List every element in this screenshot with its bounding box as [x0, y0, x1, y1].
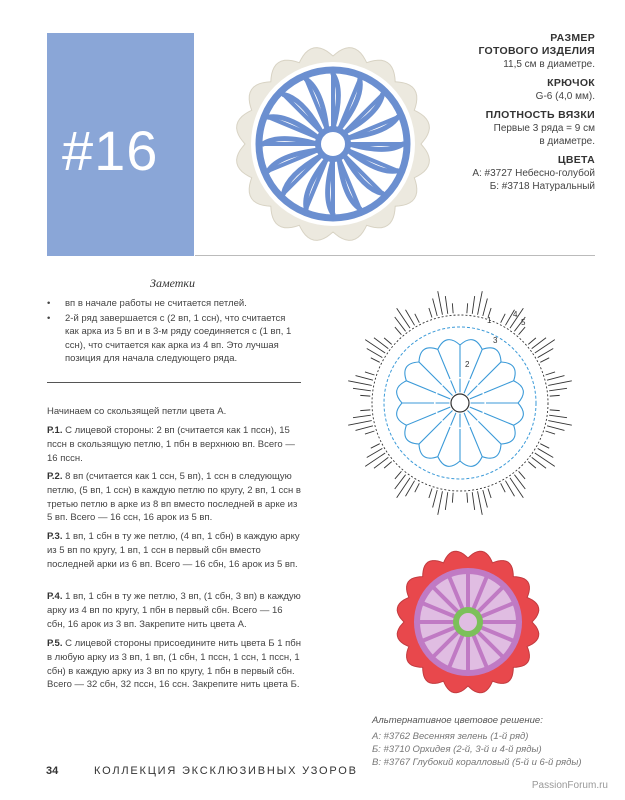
- notes-list: [47, 297, 297, 367]
- round-1-stitch: [443, 411, 452, 420]
- round-5-stitch: [510, 478, 523, 498]
- round-5-stitch: [528, 462, 536, 469]
- row-label: Р.5.: [47, 638, 63, 649]
- row-label: Р.3.: [47, 531, 63, 542]
- notes-title: Заметки: [150, 276, 196, 290]
- round-5-stitch: [356, 376, 373, 381]
- round-5-stitch: [548, 421, 572, 426]
- round-5-stitch: [535, 340, 555, 353]
- alt-colors-title: Альтернативное цветовое решение:: [372, 715, 543, 726]
- round-1-stitch: [464, 381, 469, 393]
- gauge-value-1: Первые 3 ряда = 9 см: [493, 123, 595, 134]
- round-5-stitch: [528, 338, 536, 345]
- round-2-arch: [478, 421, 501, 458]
- page-number: 34: [46, 765, 59, 777]
- row-text: 8 вп (считается как 1 ссн, 5 вп), 1 ссн в следующую петлю, (5 вп, 1 ссн) в каждую петлю по кругу, 2 вп, 1 ссн в третью петлю в арке из 8 вп вместо последней в арке из 5 вп. Всего — 16 ссн, 16 арок из 5 вп.: [47, 471, 301, 524]
- color-a: А: #3727 Небесно-голубой: [472, 168, 595, 179]
- round-1-stitch: [468, 411, 477, 420]
- round-5-stitch: [360, 410, 370, 411]
- alt-color-line: А: #3762 Весенняя зелень (1-й ряд): [372, 731, 529, 742]
- note-item: • вп в начале работы не считается петлей.: [47, 297, 297, 311]
- diagram-label-5: 5: [521, 318, 526, 327]
- round-5-stitch: [546, 372, 556, 375]
- round-5-stitch: [365, 372, 375, 375]
- round-1-stitch: [438, 394, 450, 399]
- diagram-label-2: 2: [465, 360, 470, 369]
- round-2-arch: [460, 427, 482, 466]
- row-label: Р.2.: [47, 471, 63, 482]
- row-2-instruction: [47, 470, 302, 525]
- doily-photo-blue: [228, 30, 438, 260]
- row-text: С лицевой стороны: 2 вп (считается как 1 пссн), 15 пссн в скользящую петлю, 1 пбн в верхнюю вп. Всего — 16 пссн.: [47, 425, 295, 464]
- note-item: • 2-й ряд завершается с (2 вп, 1 ссн), что считается как арка из 5 вп и в 3-м ряду соединяется с (1 вп, 1 ссн), что считается как арка из 4 вп. Это лучшая позиция для начала следующего ряда.: [47, 312, 297, 366]
- round-5-stitch: [472, 296, 474, 314]
- notes-divider: [47, 382, 301, 383]
- round-5-stitch: [483, 299, 488, 316]
- round-2-arch: [478, 362, 515, 385]
- instructions-intro: Начинаем со скользящей петли цвета А.: [47, 406, 227, 417]
- round-5-stitch: [550, 395, 560, 396]
- colors-heading: ЦВЕТА: [557, 154, 595, 166]
- round-5-stitch: [429, 489, 432, 499]
- round-5-stitch: [371, 358, 380, 363]
- round-5-stitch: [415, 314, 420, 323]
- round-4-chain: [372, 315, 548, 491]
- pattern-number: #16: [62, 119, 159, 182]
- watermark: PassionForum.ru: [531, 780, 608, 791]
- size-value: 11,5 см в диаметре.: [503, 59, 595, 70]
- doily-photo-alternative: [393, 540, 543, 705]
- round-5-stitch: [535, 453, 555, 466]
- round-5-stitch: [360, 395, 370, 396]
- round-5-stitch: [501, 483, 506, 492]
- size-heading: РАЗМЕР: [550, 32, 595, 44]
- round-2-arch: [484, 381, 523, 403]
- round-5-stitch: [438, 291, 443, 315]
- row-1-instruction: [47, 424, 302, 465]
- round-1-stitch: [464, 413, 469, 425]
- crochet-diagram: [335, 283, 585, 523]
- round-5-stitch: [415, 483, 420, 492]
- round-1-stitch: [470, 394, 482, 399]
- round-5-stitch: [540, 444, 549, 449]
- gauge-value-2: в диаметре.: [539, 136, 595, 147]
- hook-heading: КРЮЧОК: [547, 77, 595, 89]
- row-text: 1 вп, 1 сбн в ту же петлю, (4 вп, 1 сбн) в каждую арку из 5 вп по кругу, 1 вп, 1 ссн в первый сбн вместо последней арки из 6 вп. Всего — 16 сбн, 16 арок из 5 вп.: [47, 531, 300, 570]
- round-2-arch: [405, 421, 442, 444]
- row-text: С лицевой стороны присоедините нить цвета Б 1 пбн в любую арку из 3 вп, 1 вп, (1 сбн, 1 пссн, 1 ссн, 1 пссн, 1 сбн) в каждую арку из 3 вп по кругу, 1 пбн в первый сбн. Всего — 32 сбн, 32 пссн, 16 ссн. Закрепите нить цвета Б.: [47, 638, 301, 691]
- round-5-stitch: [550, 410, 560, 411]
- round-2-arch: [484, 413, 515, 444]
- round-5-stitch: [356, 426, 373, 431]
- round-5-stitch: [519, 327, 526, 335]
- book-title: КОЛЛЕКЦИЯ ЭКСКЛЮЗИВНЫХ УЗОРОВ: [94, 765, 358, 777]
- round-2-arch: [419, 348, 442, 385]
- round-5-stitch: [365, 431, 375, 434]
- round-5-stitch: [467, 303, 468, 313]
- round-5-stitch: [353, 415, 371, 417]
- diagram-label-1: 1: [487, 316, 492, 325]
- round-5-stitch: [365, 340, 385, 353]
- round-2-arch: [470, 348, 501, 379]
- round-2-arch: [438, 340, 460, 379]
- row-label: Р.1.: [47, 425, 63, 436]
- specs-block: [472, 32, 595, 193]
- alt-color-line: В: #3767 Глубокий коралловый (5-й и 6-й ряды): [372, 757, 582, 768]
- round-5-stitch: [397, 308, 410, 328]
- row-4-instruction: [47, 590, 302, 631]
- round-5-stitch: [519, 471, 526, 479]
- round-5-stitch: [433, 490, 438, 507]
- round-5-stitch: [467, 493, 468, 503]
- diagram-label-4: 4: [513, 310, 518, 319]
- round-5-stitch: [445, 296, 447, 314]
- round-5-stitch: [395, 471, 402, 479]
- round-5-stitch: [452, 303, 453, 313]
- diagram-label-3: 3: [493, 336, 498, 345]
- gauge-heading: ПЛОТНОСТЬ ВЯЗКИ: [485, 109, 595, 121]
- row-label: Р.4.: [47, 591, 63, 602]
- round-5-stitch: [548, 381, 572, 386]
- round-5-stitch: [438, 491, 443, 515]
- alt-color-line: Б: #3710 Орхидея (2-й, 3-й и 4-й ряды): [372, 744, 542, 755]
- round-2-arch: [419, 427, 450, 458]
- round-5-stitch: [546, 431, 556, 434]
- round-5-stitch: [445, 492, 447, 510]
- round-5-stitch: [501, 314, 506, 323]
- round-5-stitch: [547, 426, 564, 431]
- round-5-stitch: [549, 388, 567, 390]
- round-5-stitch: [483, 490, 488, 507]
- round-5-stitch: [433, 299, 438, 316]
- round-1-stitch: [443, 386, 452, 395]
- round-5-stitch: [384, 462, 392, 469]
- round-5-stitch: [488, 489, 491, 499]
- round-5-stitch: [478, 291, 483, 315]
- round-5-stitch: [478, 491, 483, 515]
- round-2-arch: [397, 403, 436, 425]
- size-heading-2: ГОТОВОГО ИЗДЕЛИЯ: [478, 45, 595, 57]
- top-divider: [195, 255, 595, 256]
- row-text: 1 вп, 1 сбн в ту же петлю, 3 вп, (1 сбн, 3 вп) в каждую арку из 4 вп по кругу, 1 пбн в первый сбн. Всего — 16 сбн, 16 арок из 3 вп. Закрепите нить цвета А.: [47, 591, 301, 630]
- magic-ring: [451, 394, 469, 412]
- round-2-arch: [405, 362, 436, 393]
- round-5-stitch: [395, 327, 402, 335]
- round-1-stitch: [468, 386, 477, 395]
- round-5-stitch: [384, 338, 392, 345]
- round-1-stitch: [451, 413, 456, 425]
- round-5-stitch: [472, 492, 474, 510]
- round-1-stitch: [451, 381, 456, 393]
- round-5-stitch: [549, 415, 567, 417]
- row-5-instruction: [47, 637, 302, 692]
- round-1-stitch: [470, 407, 482, 412]
- round-5-stitch: [397, 478, 410, 498]
- round-5-stitch: [348, 381, 372, 386]
- round-1-stitch: [438, 407, 450, 412]
- round-5-stitch: [365, 453, 385, 466]
- round-5-stitch: [371, 444, 380, 449]
- round-5-stitch: [429, 308, 432, 318]
- round-5-stitch: [452, 493, 453, 503]
- round-5-stitch: [540, 358, 549, 363]
- hook-value: G-6 (4,0 мм).: [535, 91, 595, 102]
- row-3-instruction: [47, 530, 302, 571]
- round-5-stitch: [348, 421, 372, 426]
- round-5-stitch: [547, 376, 564, 381]
- color-b: Б: #3718 Натуральный: [489, 181, 595, 192]
- round-5-stitch: [353, 388, 371, 390]
